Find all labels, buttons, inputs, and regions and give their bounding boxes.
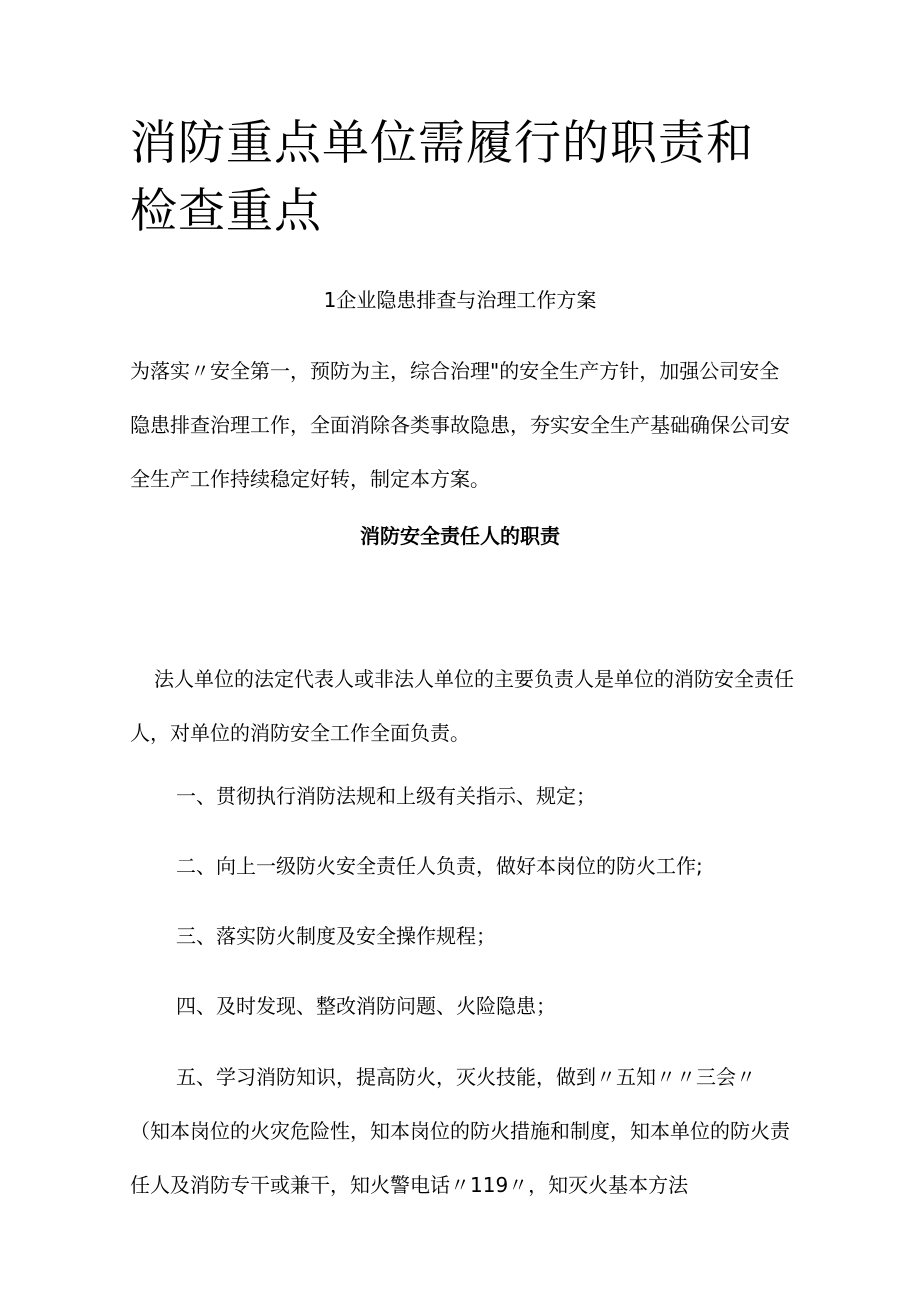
document-subtitle: 1企业隐患排查与治理工作方案 (323, 288, 597, 312)
list-item: 二、向上一级防火安全责任人负责，做好本岗位的防火工作; (176, 854, 703, 878)
intro-paragraph: 为落实〃安全第一，预防为主，综合治理"的安全生产方针，加强公司安全隐患排查治理工作，全面消除各类事故隐患，夯实安全生产基础确保公司安全生产工作持续稳定好转，制定本方案。 (130, 359, 790, 491)
document-title: 消防重点单位需履行的职责和检查重点 (130, 116, 754, 239)
list-item: 三、落实防火制度及安全操作规程； (176, 924, 496, 948)
section-heading: 消防安全责任人的职责 (360, 524, 560, 548)
list-item: 一、贯彻执行消防法规和上级有关指示、规定； (176, 784, 596, 808)
responsibility-paragraph: 法人单位的法定代表人或非法人单位的主要负责人是单位的消防安全责任人，对单位的消防安全工作全面负责。 (130, 667, 794, 745)
list-item: 五、学习消防知识，提高防火，灭火技能，做到〃五知〃〃三会〃（知本岗位的火灾危险性，知本岗位的防火措施和制度，知本单位的防火责任人及消防专干或兼干，知火警电话〃119〃，知灭火基本方法 (130, 1065, 790, 1197)
list-item: 四、及时发现、整改消防问题、火险隐患； (176, 994, 556, 1018)
